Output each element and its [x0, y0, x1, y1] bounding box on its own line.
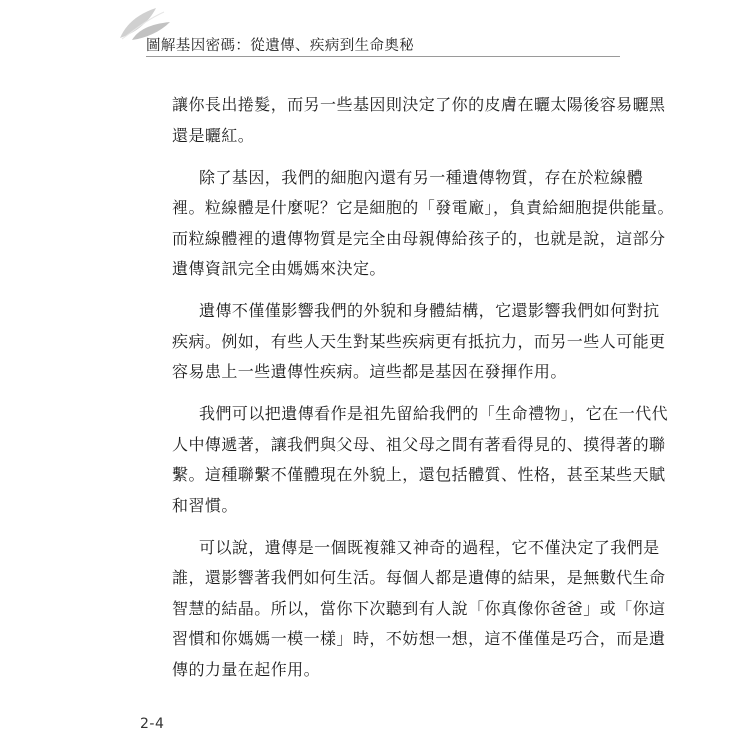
text-line: 人中傳遞著，讓我們與父母、祖父母之間有著看得見的、摸得著的聯: [172, 434, 666, 454]
header-rule: [146, 56, 620, 57]
text-line: 而粒線體裡的遺傳物質是完全由母親傳給孩子的，也就是說，這部分: [172, 228, 666, 248]
text-line: 還是曬紅。: [172, 125, 255, 145]
text-line: 我們可以把遺傳看作是祖先留給我們的「生命禮物」，它在一代代: [199, 404, 669, 423]
running-header-title: 圖解基因密碼：從遺傳、疾病到生命奧秘: [146, 38, 415, 54]
text-line: 讓你長出捲髮，而另一些基因則決定了你的皮膚在曬太陽後容易曬黑: [172, 95, 666, 114]
text-line: 裡。粒線體是什麼呢？它是細胞的「發電廠」，負責給細胞提供能量。: [172, 198, 674, 217]
text-line: 容易患上一些遺傳性疾病。這些都是基因在發揮作用。: [172, 362, 567, 381]
text-line: 傳的力量在起作用。: [172, 659, 321, 679]
paragraph-5: [172, 533, 666, 686]
text-line: 誰，還影響著我們如何生活。每個人都是遺傳的結果，是無數代生命: [172, 568, 666, 587]
paragraph-4: [172, 399, 669, 521]
text-line: 和習慣。: [172, 495, 238, 515]
text-line: 習慣和你媽媽一模一樣」時，不妨想一想，這不僅僅是巧合，而是遺: [172, 629, 666, 648]
page-number: 2-4: [140, 716, 165, 732]
text-line: 疾病。例如，有些人天生對某些疾病更有抵抗力，而另一些人可能更: [172, 331, 666, 351]
text-line: 可以說，遺傳是一個既複雜又神奇的過程，它不僅決定了我們是: [199, 537, 660, 557]
text-line: 繫。這種聯繫不僅體現在外貌上，還包括體質、性格，甚至某些天賦: [172, 465, 666, 484]
text-line: 遺傳資訊完全由媽媽來決定。: [172, 259, 386, 278]
text-line: 遺傳不僅僅影響我們的外貌和身體結構，它還影響我們如何對抗: [199, 301, 660, 320]
paragraph-3: [172, 296, 666, 388]
text-line: 除了基因，我們的細胞內還有另一種遺傳物質，存在於粒線體: [199, 167, 644, 187]
paragraph-1: [172, 90, 666, 151]
paragraph-2: [172, 163, 674, 285]
body-text: [172, 90, 674, 697]
text-line: 智慧的結晶。所以，當你下次聽到有人說「你真像你爸爸」或「你這: [172, 598, 666, 618]
